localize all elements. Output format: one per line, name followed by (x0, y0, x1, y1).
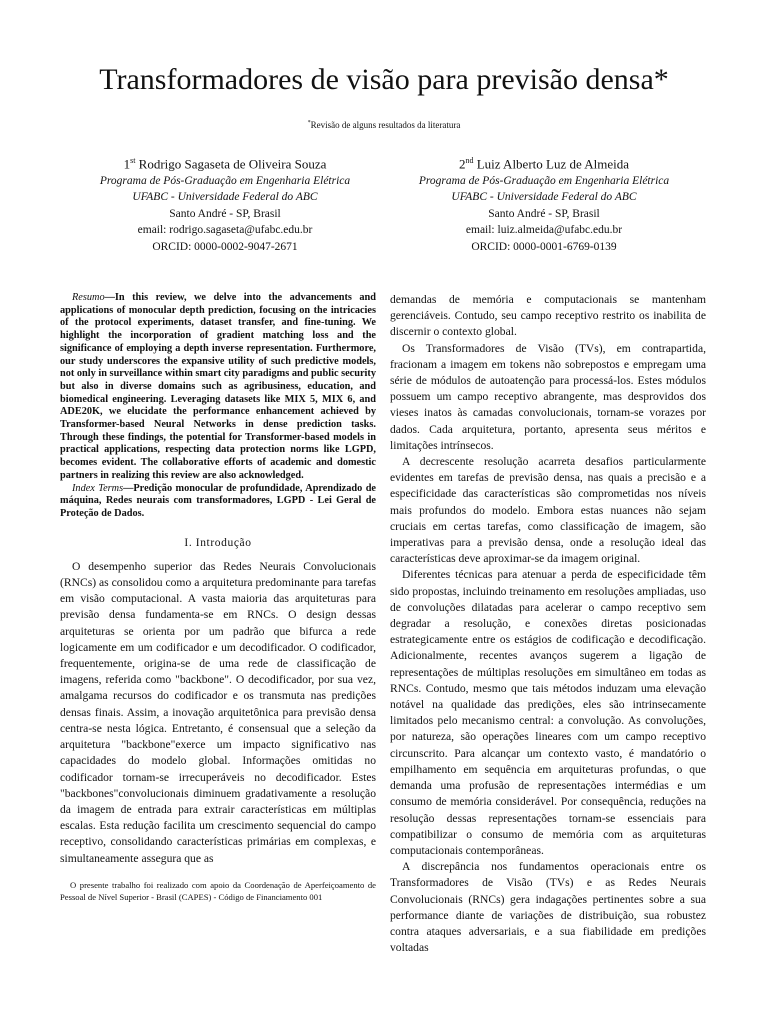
paper-title: Transformadores de visão para previsão densa* (99, 63, 669, 96)
author-university: UFABC - Universidade Federal do ABC (451, 191, 637, 204)
section-heading: I. Introdução (184, 536, 252, 549)
abstract (60, 292, 376, 483)
author-university: UFABC - Universidade Federal do ABC (132, 191, 318, 204)
index-terms-text: Predição monocular de profundidade, Aprendizado de máquina, Redes neurais com transformadores, LGPD - Lei Geral de Proteção de Dados. (60, 482, 376, 519)
author-location: Santo André - SP, Brasil (488, 207, 600, 220)
author-program: Programa de Pós-Graduação em Engenharia Elétrica (418, 174, 670, 187)
body-paragraph: O desempenho superior das Redes Neurais Convolucionais (RNCs) as consolidou como a arquitetura predominante para tarefas em visão computacional. A vasta maioria das arquiteturas para previsão densa fundamenta-se em RNCs. O design dessas arquiteturas se orienta por um padrão que bifurca a rede logicamente em um codificador e um decodificador. O codificador, frequentemente, origina-se de uma rede de classificação de imagens, referida como "backbone". O decodificador, por sua vez, amalgama recursos do codificador e os transmuta nas predições densas finais. Assim, a inovação arquitetônica para previsão densa centra-se nesta lógica. Entretanto, é consensual que a seleção da arquitetura "backbone"exerce um impacto significativo nas capacidades do modelo global. Informações omitidas no codificador tornam-se irrecuperáveis no decodificador. Estes "backbones"convolucionais diminuem gradativamente a resolução da imagem de entrada para extrair características em múltiplas escalas. Esta redução facilita um crescimento sequencial do campo receptivo, consolidando características primárias em complexas, e simultaneamente assegura que as (60, 559, 376, 865)
author-email: email: luiz.almeida@ufabc.edu.br (465, 224, 623, 237)
paper-subtitle (0, 117, 768, 131)
author-ordinal: 1 (123, 156, 131, 172)
author-name-line (374, 153, 714, 173)
index-terms (60, 483, 376, 521)
author-name: Luiz Alberto Luz de Almeida (476, 156, 630, 172)
author-ordinal-suffix: st (130, 156, 136, 165)
subtitle-text: Revisão de alguns resultados da literatura (310, 120, 461, 130)
left-column (60, 292, 376, 867)
author-email: email: rodrigo.sagaseta@ufabc.edu.br (137, 224, 313, 237)
body-paragraph: demandas de memória e computacionais se mantenham gerenciáveis. Contudo, seu campo receptivo restrito os inabilita de discernir o contexto global. (390, 293, 706, 339)
author-ordinal-suffix: nd (465, 156, 474, 165)
abstract-text: In this review, we delve into the advancements and applications of monocular depth prediction, focusing on the intricacies of the protocol experiments, dataset transfer, and fine-tuning. We highlight the incorporation of gradient matching loss and the significance of employing a depth inverse representation. Furthermore, our study underscores the expansive utility of such predictive models, not only in surveillance within smart city paradigms and public security but also in diverse domains such as agribusiness, education, and biomedical engineering. Leveraging datasets like MIX 5, MIX 6, and ADE20K, we elucidate the performance enhancement achieved by Transformer-based Neural Networks in dense prediction tasks. Through these findings, the potential for Transformer-based models in practical applications, respecting data protection norms like LGPD, becomes evident. The collaborative efforts of academic and domestic partners in realizing this review are also acknowledged. (60, 292, 376, 481)
author-orcid: ORCID: 0000-0002-9047-2671 (152, 240, 298, 253)
author-block-2 (374, 153, 714, 255)
body-paragraph: A decrescente resolução acarreta desafios particularmente evidentes em tarefas de previsão densa, nas quais a precisão e a especificidade das características são comprometidas nos níveis mais profundos do modelo. Embora estas nuances não sejam cruciais em certas tarefas, como classificação de imagem, são imperativas para a previsão densa, onde a resolução ideal das características deve aproximar-se da imagem original. (390, 455, 706, 566)
author-orcid: ORCID: 0000-0001-6769-0139 (471, 240, 617, 253)
index-terms-label: Index Terms (72, 482, 124, 494)
right-column (390, 292, 706, 956)
body-paragraph: A discrepância nos fundamentos operacionais entre os Transformadores de Visão (TVs) e as Redes Neurais Convolucionais (RNCs) gera indagações pertinentes sobre a sua performance diante de variações de distribuição, sua robustez contra ataques adversariais, e a sua fiabilidade em predições voltadas (390, 860, 706, 955)
body-paragraph: Diferentes técnicas para atenuar a perda de especificidade têm sido propostas, incluindo treinamento em resoluções ampliadas, uso de convoluções dilatadas para acelerar o campo receptivo sem degradar a resolução, e conexões diretas posicionadas estrategicamente entre os estágios de codificação e decodificação. Adicionalmente, recentes avanços sugerem a ligação de representações de múltiplas resoluções em simultâneo em todas as RNCs. Contudo, mesmo que tais métodos induzam uma elevação notável na qualidade das predições, eles são intrinsecamente limitados pelo mecanismo central: a convolução. As convoluções, por natureza, são operações lineares com um campo receptivo circunscrito. Para alcançar um contexto vasto, é mandatório o empilhamento em sequência em arquiteturas profundas, o que demanda uma profusão de representações intermédias e um consumo de memória considerável. Por consequência, reduções na resolução dessas representações tornam-se essenciais para compatibilizar o consumo de memória com as arquiteturas computacionais contemporâneas. (390, 568, 706, 857)
author-location: Santo André - SP, Brasil (169, 207, 281, 220)
funding-footnote: O presente trabalho foi realizado com apoio da Coordenação de Aperfeiçoamento de Pessoal de Nível Superior - Brasil (CAPES) - Código de Financiamento 001 (60, 880, 376, 902)
abstract-dash: — (104, 292, 115, 303)
author-ordinal: 2 (458, 156, 466, 172)
body-paragraph: Os Transformadores de Visão (TVs), em contrapartida, fracionam a imagem em tokens não sobrepostos e empregam uma série de módulos de autoatenção para processá-los. Estes módulos possuem um campo receptivo abrangente, mas desprovidos dos vieses inatos às camadas convolucionais, tornam-se vorazes por dados. Cada arquitetura, portanto, apresenta seus méritos e limitações intrínsecos. (390, 341, 706, 452)
subtitle-mark: * (307, 120, 311, 126)
author-program: Programa de Pós-Graduação em Engenharia Elétrica (99, 174, 351, 187)
abstract-label: Resumo (72, 292, 105, 303)
author-block-1 (55, 153, 395, 255)
index-terms-dash: — (123, 482, 134, 494)
author-name-line (55, 153, 395, 173)
author-name: Rodrigo Sagaseta de Oliveira Souza (138, 156, 327, 172)
